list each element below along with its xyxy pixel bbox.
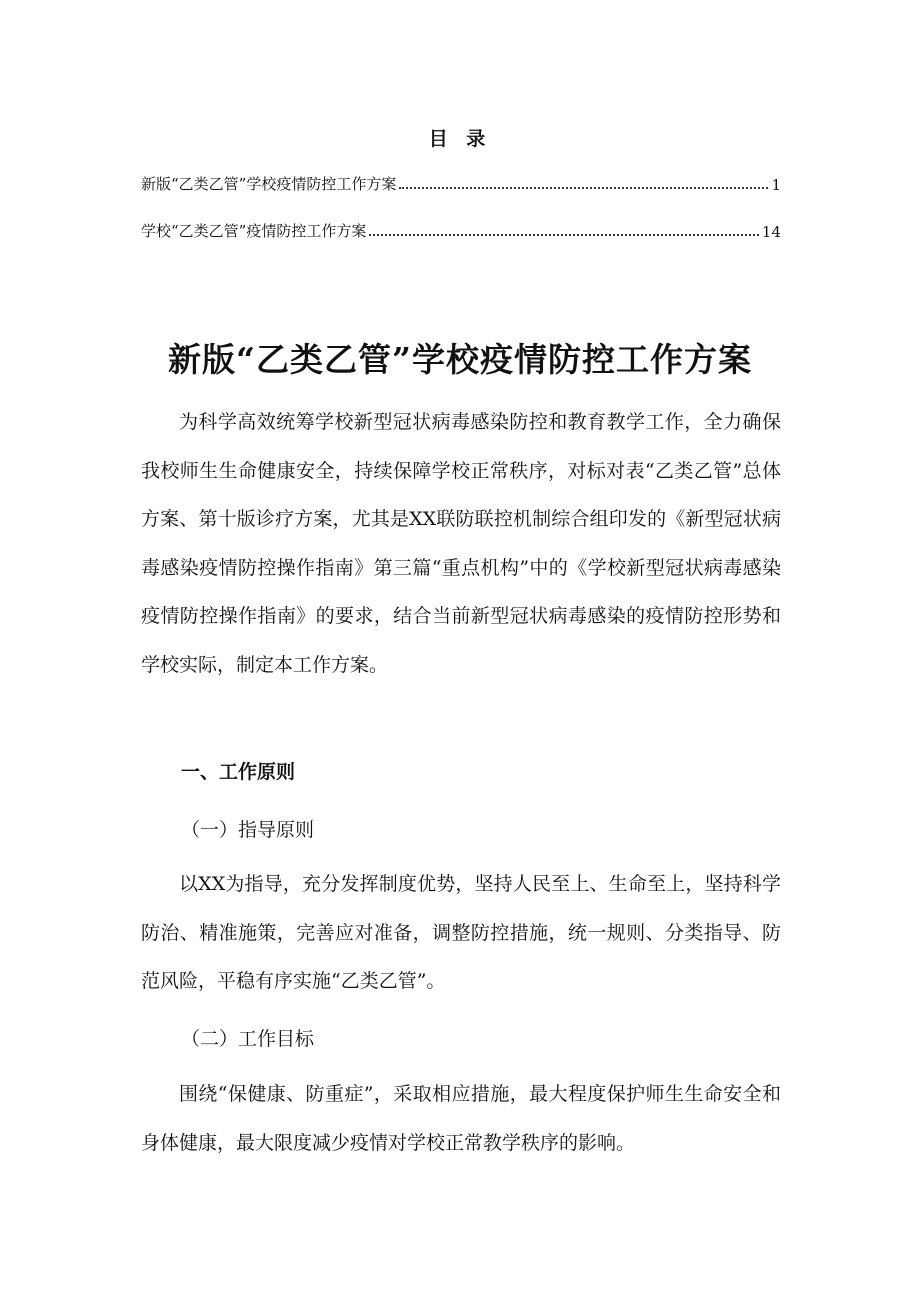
toc-entry-text: 学校“乙类乙管”疫情防控工作方案 [141, 222, 367, 240]
subsection-heading: （二）工作目标 [181, 1028, 315, 1050]
intro-paragraph: 为科学高效统筹学校新型冠状病毒感染防控和教育教学工作，全力确保我校师生生命健康安全，持续保障学校正常秩序，对标对表“乙类乙管”总体方案、第十版诊疗方案，尤其是XX联防联控机制综合组印发的《新型冠状病毒感染疫情防控操作指南》第三篇“重点机构”中的《学校新型冠状病毒感染疫情防控操作指南》的要求，结合当前新型冠状病毒感染的疫情防控形势和学校实际，制定本工作方案。 [141, 411, 781, 676]
toc-leader-dots [369, 234, 759, 236]
subsection-heading: （一）指导原则 [181, 819, 315, 841]
body-paragraph: 以XX为指导，充分发挥制度优势，坚持人民至上、生命至上，坚持科学防治、精准施策，完善应对准备，调整防控措施，统一规则、分类指导、防范风险，平稳有序实施“乙类乙管”。 [141, 873, 781, 992]
toc-entry-page: 14 [761, 223, 781, 241]
toc-leader-dots [399, 187, 768, 189]
document-title: 新版“乙类乙管”学校疫情防控工作方案 [168, 340, 752, 379]
body-paragraph: 围绕“保健康、防重症”，采取相应措施，最大程度保护师生生命安全和身体健康，最大限度减少疫情对学校正常教学秩序的影响。 [141, 1083, 781, 1154]
section-heading: 一、工作原则 [181, 761, 296, 783]
toc-entry[interactable] [141, 170, 781, 194]
toc-entry-page: 1 [771, 176, 781, 194]
toc-title: 目 录 [428, 128, 492, 150]
toc-entry-text: 新版“乙类乙管”学校疫情防控工作方案 [141, 175, 397, 193]
toc-entry[interactable] [141, 217, 781, 241]
